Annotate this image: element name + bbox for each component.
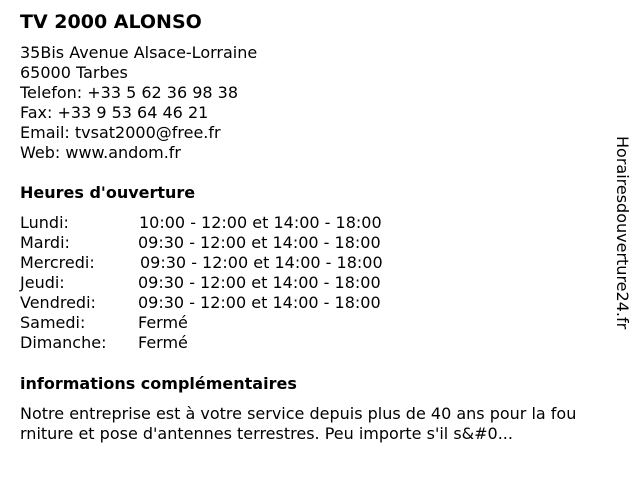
day-label: Samedi: [20, 313, 86, 332]
day-hours: 09:30 - 12:00 et 14:00 - 18:00 [138, 273, 381, 292]
day-label: Lundi: [20, 213, 69, 232]
opening-hours-heading: Heures d'ouverture [20, 183, 196, 202]
contact-block [20, 43, 257, 163]
site-watermark: Horairesdouverture24.fr [613, 136, 632, 330]
address-city: 65000 Tarbes [20, 63, 128, 82]
day-hours: 09:30 - 12:00 et 14:00 - 18:00 [138, 293, 381, 312]
day-label: Dimanche: [20, 333, 107, 352]
day-label: Vendredi: [20, 293, 96, 312]
address-street: 35Bis Avenue Alsace-Lorraine [20, 43, 258, 62]
day-label: Mardi: [20, 233, 70, 252]
info-text-line: Notre entreprise est à votre service depuis plus de 40 ans pour la fou [20, 404, 577, 423]
info-description [20, 404, 626, 444]
website-address: Web: www.andom.fr [20, 143, 182, 162]
phone-number: Telefon: +33 5 62 36 98 38 [20, 83, 239, 102]
day-label: Jeudi: [20, 273, 65, 292]
business-name: TV 2000 ALONSO [20, 11, 202, 33]
day-hours: Fermé [138, 313, 188, 332]
day-label: Mercredi: [20, 253, 95, 272]
fax-number: Fax: +33 9 53 64 46 21 [20, 103, 209, 122]
day-hours: Fermé [138, 333, 188, 352]
day-hours: 10:00 - 12:00 et 14:00 - 18:00 [139, 213, 382, 232]
info-heading: informations complémentaires [20, 374, 297, 393]
day-hours: 09:30 - 12:00 et 14:00 - 18:00 [138, 233, 381, 252]
day-hours: 09:30 - 12:00 et 14:00 - 18:00 [140, 253, 383, 272]
info-text-line: rniture et pose d'antennes terrestres. Peu importe s'il s&#0... [20, 424, 513, 443]
email-address: Email: tvsat2000@free.fr [20, 123, 221, 142]
